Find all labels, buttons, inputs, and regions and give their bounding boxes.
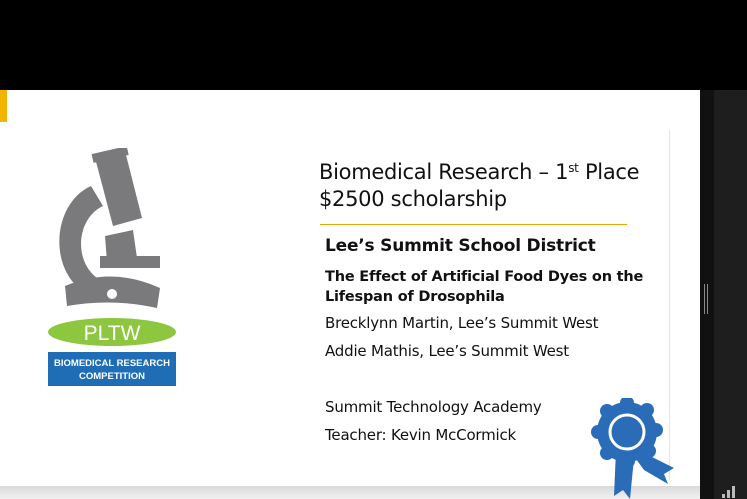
pltw-logo: [45, 148, 180, 388]
slide-title: [319, 155, 639, 213]
academy-name: Summit Technology Academy: [325, 398, 542, 416]
title-superscript: st: [568, 161, 579, 175]
project-title-line2: Lifespan of Drosophila: [325, 289, 505, 305]
logo-caption-line2: COMPETITION: [79, 371, 145, 382]
student-1: Brecklynn Martin, Lee’s Summit West: [325, 314, 599, 332]
signal-icon: [722, 484, 740, 498]
side-bar: [714, 90, 747, 499]
pltw-brand-text: PLTW: [83, 322, 141, 345]
accent-tab: [0, 90, 7, 122]
panel-splitter-handle[interactable]: [704, 284, 708, 314]
title-line1-suffix: Place: [578, 160, 640, 184]
project-title: [325, 267, 643, 307]
project-title-line1: The Effect of Artificial Food Dyes on the: [325, 269, 644, 285]
student-2: Addie Mathis, Lee’s Summit West: [325, 342, 569, 360]
award-ribbon-icon: [588, 398, 686, 499]
logo-caption-line1: BIOMEDICAL RESEARCH: [54, 358, 170, 369]
teacher-name: Teacher: Kevin McCormick: [325, 426, 517, 444]
title-line2: $2500 scholarship: [319, 187, 507, 211]
district-name: Lee’s Summit School District: [325, 236, 596, 256]
microscope-icon: [59, 148, 160, 308]
title-rule: [320, 224, 627, 225]
title-line1-text: Biomedical Research – 1: [319, 160, 569, 184]
